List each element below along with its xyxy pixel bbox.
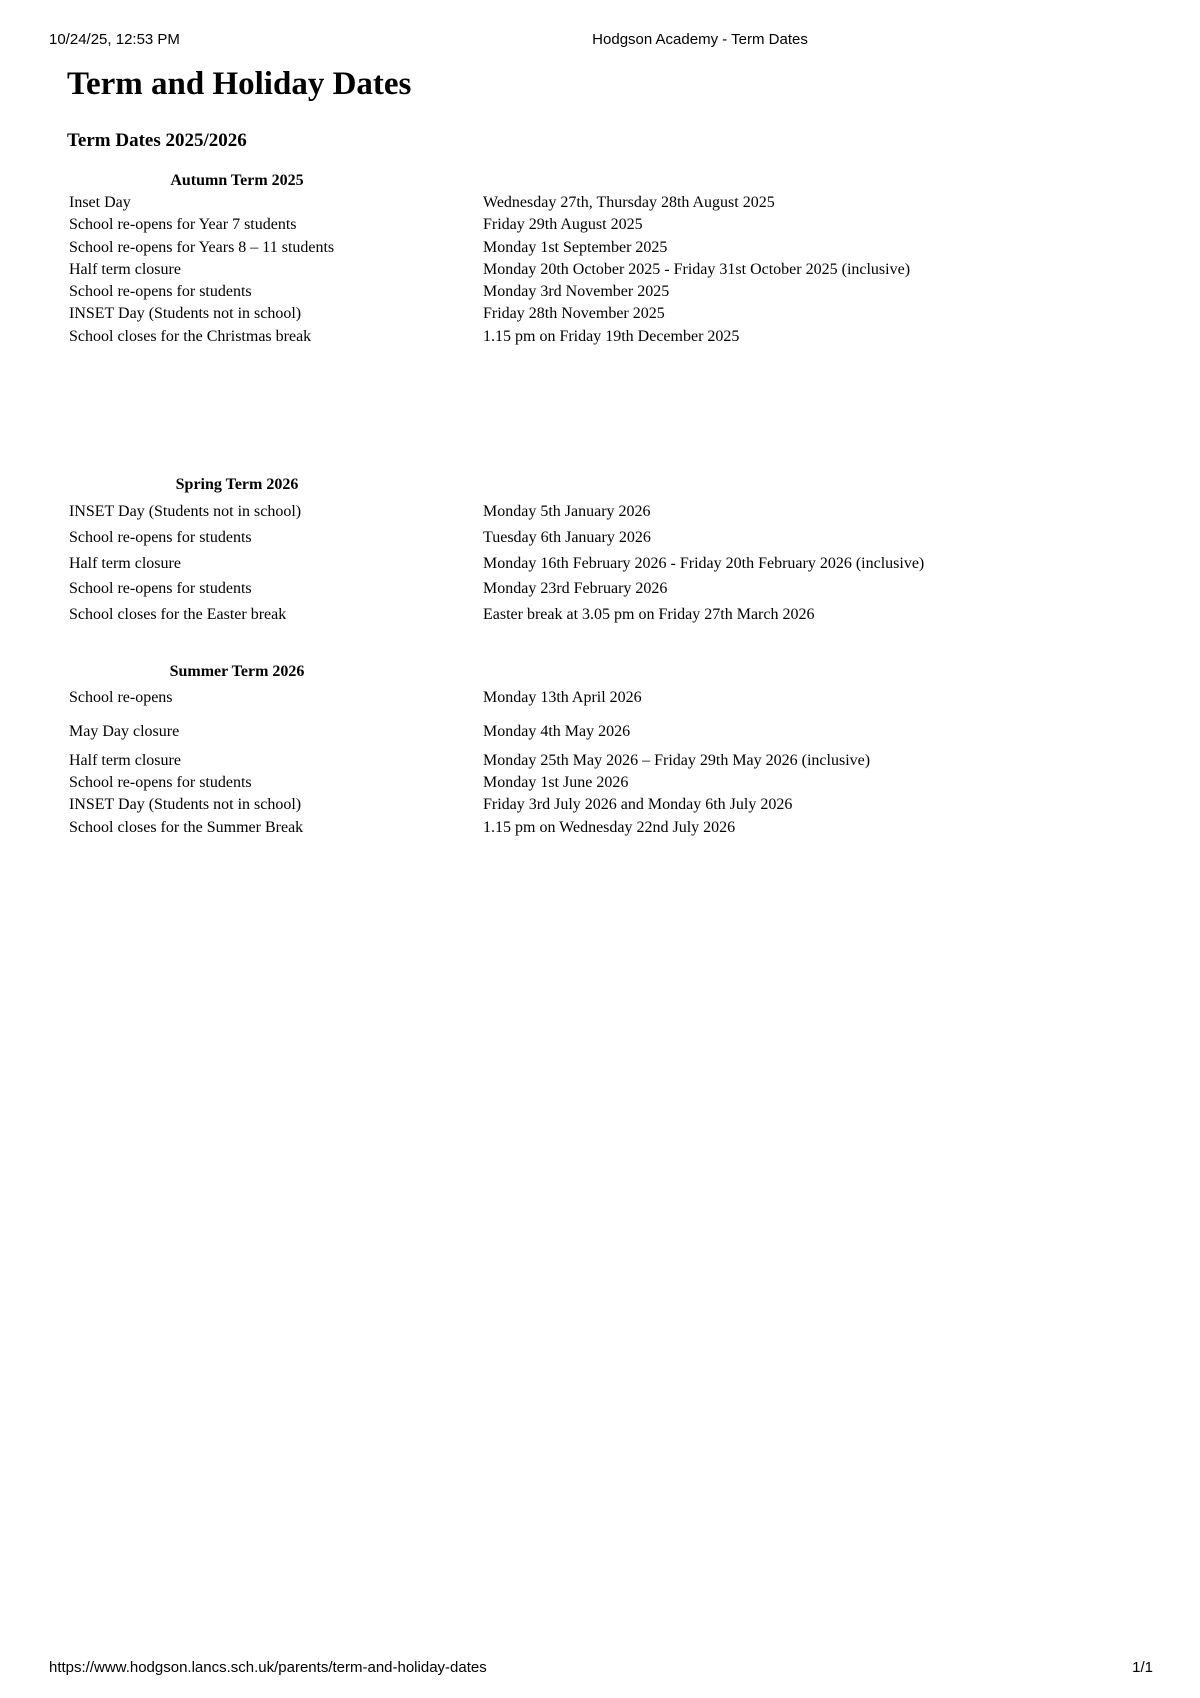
row-label: School re-opens for Year 7 students — [69, 216, 297, 234]
term-dates-table — [67, 687, 872, 839]
table-row — [67, 303, 912, 325]
row-label: Inset Day — [69, 194, 131, 211]
print-page-title: Hodgson Academy - Term Dates — [592, 31, 808, 48]
table-row — [67, 687, 872, 721]
row-date: Monday 3rd November 2025 — [483, 283, 670, 301]
row-label: School re-opens for students — [69, 773, 252, 791]
table-row — [67, 281, 912, 303]
table-row — [67, 214, 912, 236]
table-row — [67, 576, 926, 602]
row-label: School re-opens — [69, 689, 173, 707]
table-row — [67, 237, 912, 259]
term-title: Autumn Term 2025 — [170, 172, 304, 189]
table-row — [67, 192, 912, 214]
table-row — [67, 794, 872, 816]
row-label: INSET Day (Students not in school) — [69, 796, 302, 814]
main-content — [67, 62, 1147, 839]
row-label: School re-opens for students — [69, 283, 252, 301]
row-label: School closes for the Christmas break — [69, 327, 312, 345]
row-date: 1.15 pm on Friday 19th December 2025 — [483, 327, 740, 345]
row-date: Monday 20th October 2025 - Friday 31st October 2025 (inclusive) — [483, 260, 911, 278]
table-row — [67, 721, 872, 749]
table-row — [67, 525, 926, 551]
row-date: Monday 23rd February 2026 — [483, 580, 668, 598]
row-label: School re-opens for students — [69, 528, 252, 546]
row-label: Half term closure — [69, 751, 181, 769]
term-dates-year-heading: Term Dates 2025/2026 — [67, 130, 247, 151]
spring-term-section — [67, 474, 1147, 628]
row-label: School closes for the Easter break — [69, 606, 287, 624]
summer-term-section — [67, 661, 1147, 839]
row-label: Half term closure — [69, 554, 181, 572]
term-dates-table — [67, 499, 926, 628]
table-row — [67, 551, 926, 577]
row-label: School re-opens for students — [69, 580, 252, 598]
row-date: 1.15 pm on Wednesday 22nd July 2026 — [483, 818, 736, 836]
table-row — [67, 499, 926, 525]
table-row — [67, 750, 872, 772]
row-date: Monday 25th May 2026 – Friday 29th May 2026 (inclusive) — [483, 751, 871, 769]
print-datetime: 10/24/25, 12:53 PM — [49, 31, 180, 48]
row-date: Wednesday 27th, Thursday 28th August 2025 — [483, 194, 775, 211]
row-label: School closes for the Summer Break — [69, 818, 304, 836]
table-row — [67, 326, 912, 348]
table-row — [67, 259, 912, 281]
page-url: https://www.hodgson.lancs.sch.uk/parents/term-and-holiday-dates — [49, 1659, 487, 1676]
page-title: Term and Holiday Dates — [67, 66, 412, 102]
row-label: School re-opens for Years 8 – 11 students — [69, 238, 335, 256]
term-title: Spring Term 2026 — [175, 476, 299, 494]
row-label: INSET Day (Students not in school) — [69, 503, 302, 521]
page-number: 1/1 — [1132, 1659, 1153, 1676]
table-row — [67, 602, 926, 628]
row-date: Friday 28th November 2025 — [483, 305, 665, 323]
table-row — [67, 772, 872, 794]
row-label: INSET Day (Students not in school) — [69, 305, 302, 323]
row-date: Monday 1st June 2026 — [483, 773, 629, 791]
row-date: Monday 5th January 2026 — [483, 503, 651, 521]
row-date: Friday 3rd July 2026 and Monday 6th July 2026 — [483, 796, 793, 814]
row-date: Monday 13th April 2026 — [483, 689, 642, 707]
row-label: May Day closure — [69, 723, 180, 741]
row-label: Half term closure — [69, 260, 181, 278]
autumn-term-section — [67, 170, 1147, 348]
row-date: Monday 1st September 2025 — [483, 238, 668, 256]
term-dates-table — [67, 192, 912, 348]
row-date: Friday 29th August 2025 — [483, 216, 643, 234]
row-date: Monday 4th May 2026 — [483, 723, 631, 741]
row-date: Monday 16th February 2026 - Friday 20th February 2026 (inclusive) — [483, 554, 925, 572]
term-title: Summer Term 2026 — [169, 663, 305, 681]
table-row — [67, 817, 872, 839]
row-date: Tuesday 6th January 2026 — [483, 528, 651, 546]
row-date: Easter break at 3.05 pm on Friday 27th March 2026 — [483, 606, 815, 624]
